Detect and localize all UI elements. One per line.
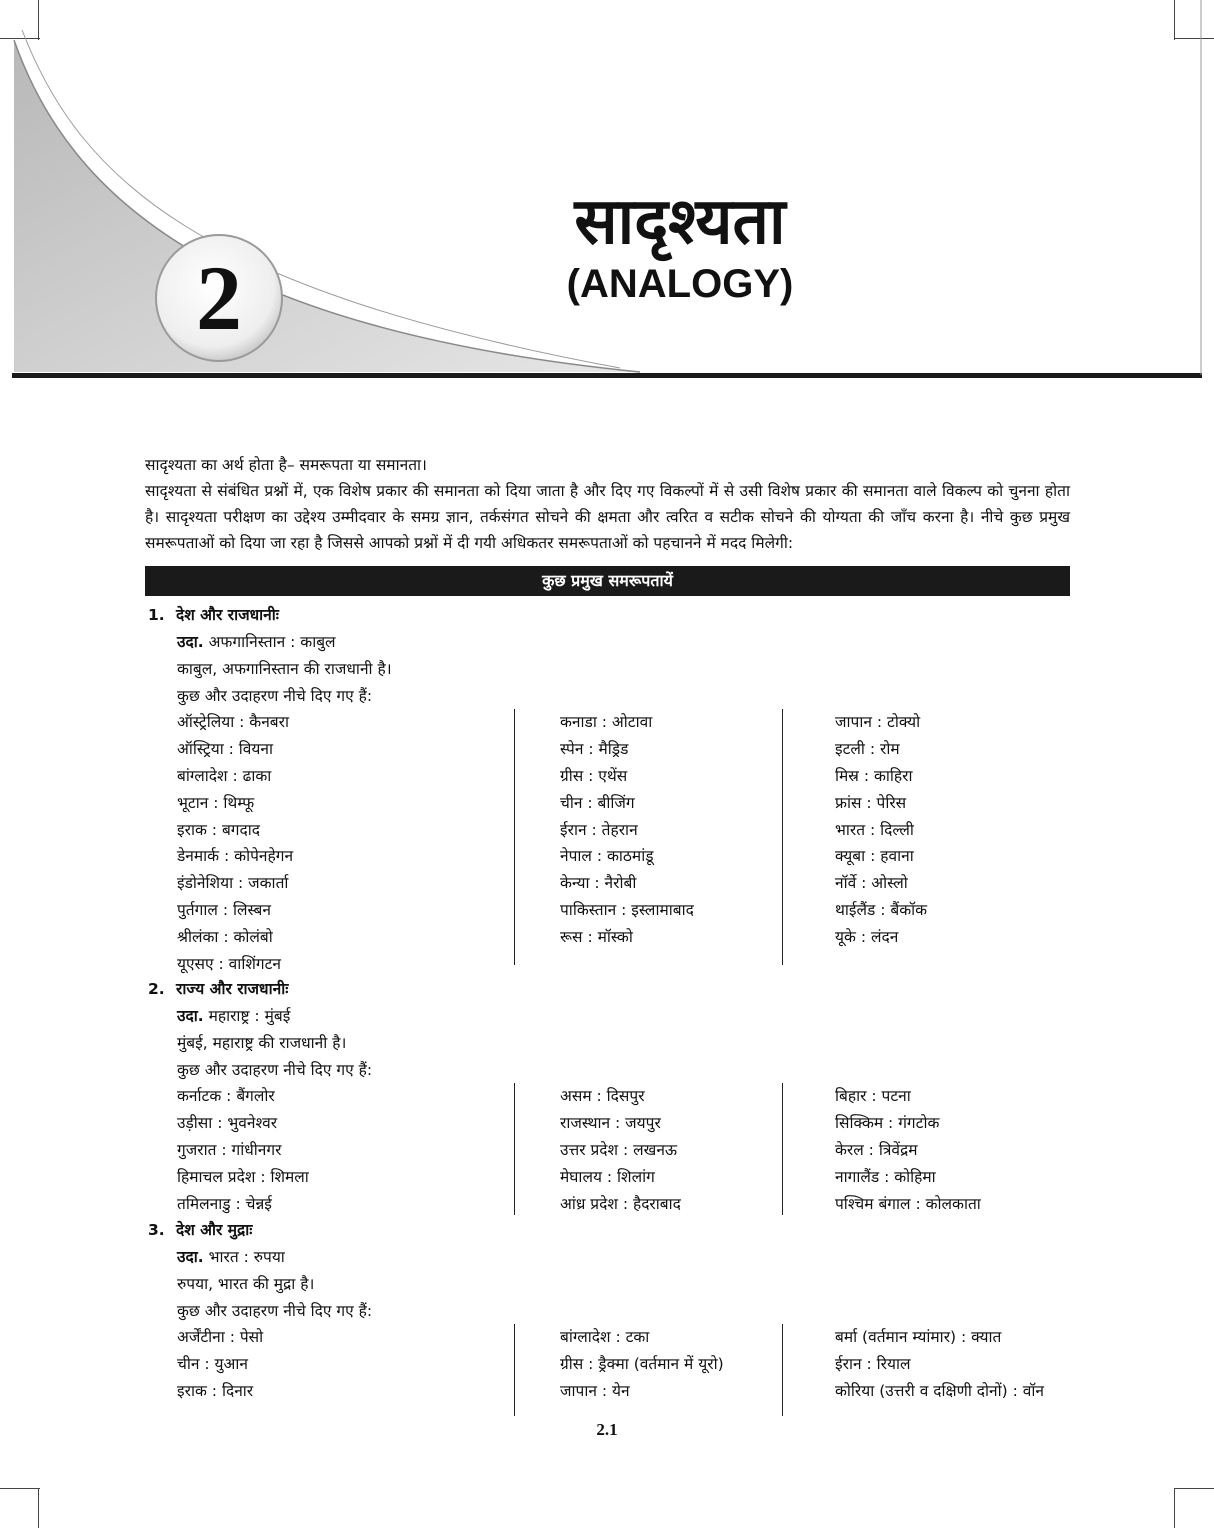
list-item: आंध्र प्रदेश : हैदराबाद: [560, 1194, 681, 1213]
list-item: कनाडा : ओटावा: [560, 713, 653, 732]
column-1: [177, 709, 293, 977]
explanation-line: रुपया, भारत की मुद्रा है।: [177, 1274, 315, 1293]
list-item: बांग्लादेश : ढाका: [177, 766, 272, 785]
list-item: श्रीलंका : कोलंबो: [177, 927, 273, 946]
list-item: ग्रीस : ड्रैक्मा (वर्तमान में यूरो): [560, 1355, 724, 1374]
column-3: [835, 709, 927, 950]
column-2: [560, 1324, 724, 1404]
intro-paragraph: सादृश्यता से संबंधित प्रश्नों में, एक विशेष प्रकार की समानता को दिया जाता है और दिए गए विकल्पों में से उसी विशेष प्रकार की समानता वाले विकल्प को चुनना होता है। सादृश्यता परीक्षण का उद्देश्य उम्मीदवार के समग्र ज्ञान, तर्कसंगत सोचने की क्षमता और त्वरित व सटीक सोचने की योग्यता की जाँच करना है। नीचे कुछ प्रमुख समरूपताओं को दिया जा रहा है जिससे आपको प्रश्नों में दी गयी अधिकतर समरूपताओं को पहचानने में मदद मिलेगी:: [145, 482, 1070, 552]
more-examples-line: कुछ और उदाहरण नीचे दिए गए हैं:: [177, 1301, 373, 1320]
list-item: भूटान : थिम्फू: [177, 793, 255, 812]
section-title: देश और राजधानीः: [176, 606, 279, 624]
list-item: नागालैंड : कोहिमा: [835, 1167, 936, 1186]
list-item: क्यूबा : हवाना: [835, 847, 914, 866]
list-item: केरल : त्रिवेंद्रम: [835, 1140, 918, 1159]
list-item: नॉर्वे : ओस्लो: [835, 874, 908, 893]
example-text: भारत : रुपया: [208, 1248, 285, 1266]
example-line: [148, 629, 1078, 656]
chapter-title-hindi: सादृश्यता: [574, 185, 786, 259]
more-examples-line: कुछ और उदाहरण नीचे दिए गए हैं:: [177, 1060, 373, 1079]
list-item: कोरिया (उत्तरी व दक्षिणी दोनों) : वॉन: [835, 1381, 1045, 1400]
section-title: देश और मुद्राः: [176, 1221, 253, 1239]
list-item: अर्जेंटीना : पेसो: [177, 1328, 264, 1347]
list-item: जापान : येन: [560, 1381, 630, 1400]
list-item: इराक : दिनार: [177, 1381, 254, 1400]
list-item: पाकिस्तान : इस्लामाबाद: [560, 900, 694, 919]
list-item: बिहार : पटना: [835, 1087, 911, 1106]
list-item: चीन : युआन: [177, 1355, 248, 1374]
list-item: बर्मा (वर्तमान म्यांमार) : क्यात: [835, 1328, 1002, 1347]
example-line: [148, 1244, 1078, 1271]
crop-mark: [1174, 1488, 1175, 1528]
header-rule: [12, 373, 1202, 378]
column-2: [560, 709, 694, 950]
column-3: [835, 1083, 981, 1217]
section-title: राज्य और राजधानीः: [176, 980, 289, 998]
more-examples-line: कुछ और उदाहरण नीचे दिए गए हैं:: [177, 686, 373, 705]
page-number: 2.1: [596, 1420, 618, 1439]
example-label: उदा.: [177, 1007, 204, 1025]
list-item: मिस्र : काहिरा: [835, 766, 913, 785]
list-item: ऑस्ट्रिया : वियना: [177, 740, 274, 759]
list-item: यूएसए : वाशिंगटन: [177, 954, 282, 973]
list-item: गुजरात : गांधीनगर: [177, 1140, 282, 1159]
list-item: यूके : लंदन: [835, 927, 899, 946]
chapter-title-english: (ANALOGY): [566, 262, 794, 306]
crop-mark: [1174, 1488, 1214, 1489]
section-country-currency: [148, 1217, 1078, 1400]
column-divider: [514, 1324, 515, 1416]
list-item: थाईलैंड : बैंकॉक: [835, 900, 928, 919]
section-country-capital: [148, 602, 1078, 973]
list-item: इंडोनेशिया : जकार्ता: [177, 874, 289, 893]
list-item: सिक्किम : गंगटोक: [835, 1114, 940, 1133]
list-item: स्पेन : मैड्रिड: [560, 740, 629, 759]
crop-mark: [38, 1488, 39, 1528]
list-item: कर्नाटक : बैंगलोर: [177, 1087, 275, 1106]
chapter-number: 2: [196, 247, 242, 349]
list-item: तमिलनाडु : चेन्नई: [177, 1194, 272, 1213]
column-divider: [514, 709, 515, 965]
section-state-capital: [148, 976, 1078, 1213]
example-line: [148, 1003, 1078, 1030]
column-3: [835, 1324, 1044, 1404]
column-divider: [782, 1083, 783, 1215]
list-item: हिमाचल प्रदेश : शिमला: [177, 1167, 309, 1186]
list-item: उत्तर प्रदेश : लखनऊ: [560, 1140, 678, 1159]
section-heading: [148, 1217, 1078, 1244]
crop-mark: [0, 1488, 40, 1489]
list-item: भारत : दिल्ली: [835, 820, 914, 839]
example-text: महाराष्ट्र : मुंबई: [208, 1007, 291, 1025]
list-item: डेनमार्क : कोपेनहेगन: [177, 847, 294, 866]
list-item: फ्रांस : पेरिस: [835, 793, 907, 812]
list-item: ईरान : तेहरान: [560, 820, 638, 839]
section-number: 3.: [148, 1221, 165, 1239]
list-item: इराक : बगदाद: [177, 820, 260, 839]
section-number: 2.: [148, 980, 165, 998]
column-divider: [782, 1324, 783, 1416]
list-item: चीन : बीजिंग: [560, 793, 635, 812]
section-heading: [148, 976, 1078, 1003]
example-text: अफगानिस्तान : काबुल: [208, 633, 336, 651]
section-banner: कुछ प्रमुख समरूपतायें: [145, 566, 1070, 596]
column-1: [177, 1324, 263, 1404]
list-item: बांग्लादेश : टका: [560, 1328, 650, 1347]
list-item: पुर्तगाल : लिस्बन: [177, 900, 271, 919]
intro-text: [145, 452, 1070, 556]
list-item: जापान : टोक्यो: [835, 713, 921, 732]
explanation-line: मुंबई, महाराष्ट्र की राजधानी है।: [177, 1033, 347, 1052]
list-item: इटली : रोम: [835, 740, 900, 759]
list-item: मेघालय : शिलांग: [560, 1167, 655, 1186]
list-item: उड़ीसा : भुवनेश्वर: [177, 1114, 278, 1133]
column-2: [560, 1083, 681, 1217]
example-label: उदा.: [177, 633, 204, 651]
column-divider: [514, 1083, 515, 1215]
list-item: पश्चिम बंगाल : कोलकाता: [835, 1194, 981, 1213]
list-item: असम : दिसपुर: [560, 1087, 645, 1106]
intro-paragraph: सादृश्यता का अर्थ होता है– समरूपता या समानता।: [145, 456, 427, 474]
list-item: ईरान : रियाल: [835, 1355, 911, 1374]
list-item: ग्रीस : एथेंस: [560, 766, 628, 785]
list-item: नेपाल : काठमांडू: [560, 847, 654, 866]
section-number: 1.: [148, 606, 165, 624]
example-label: उदा.: [177, 1248, 204, 1266]
explanation-line: काबुल, अफगानिस्तान की राजधानी है।: [177, 659, 392, 678]
column-1: [177, 1083, 309, 1217]
list-item: रूस : मॉस्को: [560, 927, 633, 946]
list-item: ऑस्ट्रेलिया : कैनबरा: [177, 713, 290, 732]
section-heading: [148, 602, 1078, 629]
list-item: राजस्थान : जयपुर: [560, 1114, 661, 1133]
column-divider: [782, 709, 783, 965]
list-item: केन्या : नैरोबी: [560, 874, 637, 893]
